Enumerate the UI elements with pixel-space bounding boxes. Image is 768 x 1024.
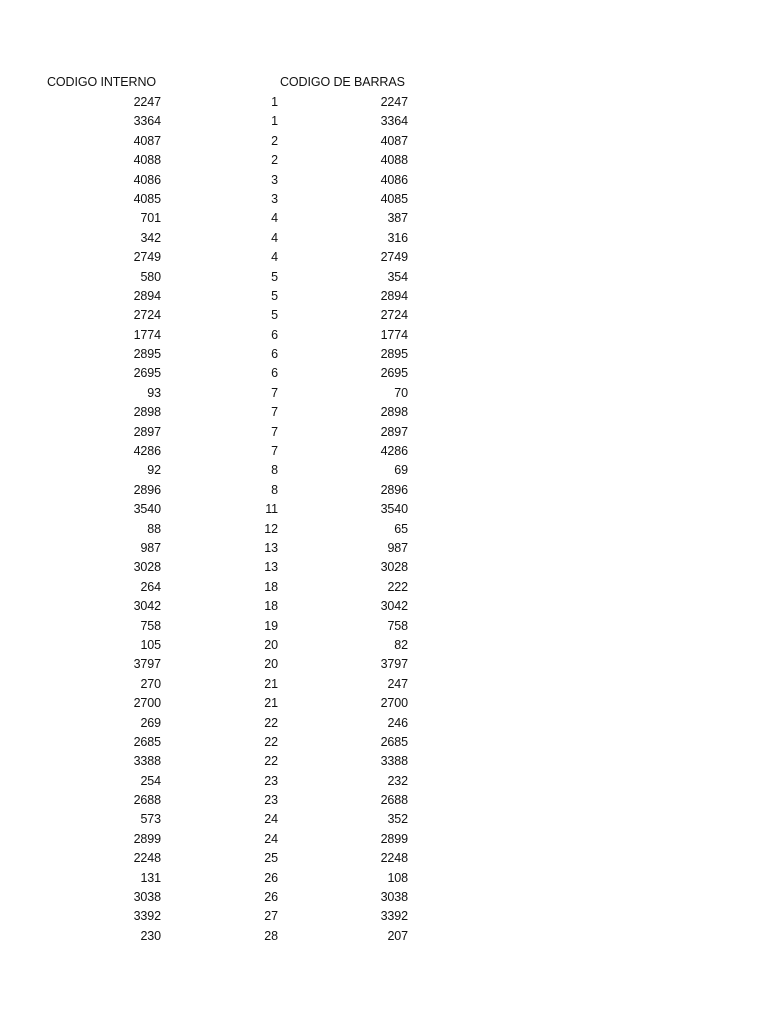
- table-row: [0, 384, 768, 403]
- codigo-interno-cell: 4088: [133, 153, 161, 168]
- codigo-barras-cell: 758: [387, 618, 408, 633]
- codigo-interno-cell: 270: [140, 676, 161, 691]
- codigo-barras-cell: 2895: [380, 347, 408, 362]
- codigo-barras-cell: 2700: [380, 696, 408, 711]
- group-number-cell: 4: [271, 250, 278, 265]
- group-number-cell: 1: [271, 95, 278, 109]
- group-number-cell: 23: [264, 773, 278, 788]
- table-row: [0, 190, 768, 209]
- group-number-cell: 21: [264, 676, 278, 691]
- codigo-interno-cell: 3540: [133, 502, 161, 517]
- table-row: [0, 733, 768, 752]
- codigo-interno-cell: 254: [140, 773, 161, 788]
- group-number-cell: 1: [271, 114, 278, 129]
- group-number-cell: 7: [271, 385, 278, 400]
- group-number-cell: 22: [264, 734, 278, 749]
- codigo-barras-cell: 207: [387, 928, 408, 943]
- codigo-barras-cell: 2894: [380, 288, 408, 303]
- group-number-cell: 8: [271, 482, 278, 497]
- group-number-cell: 27: [264, 909, 278, 924]
- codigo-barras-cell: 69: [394, 463, 408, 478]
- header-codigo-barras: CODIGO DE BARRAS: [280, 75, 405, 89]
- codigo-interno-cell: 2248: [133, 851, 161, 866]
- group-number-cell: 20: [264, 637, 278, 652]
- codigo-barras-cell: 246: [387, 715, 408, 730]
- codigo-barras-cell: 2898: [380, 405, 408, 420]
- codigo-barras-cell: 4286: [380, 444, 408, 459]
- codigo-interno-cell: 342: [140, 230, 161, 245]
- group-number-cell: 13: [264, 540, 278, 555]
- codigo-barras-cell: 4087: [380, 133, 408, 148]
- group-number-cell: 12: [264, 521, 278, 536]
- codigo-interno-cell: 92: [147, 463, 161, 478]
- codigo-interno-cell: 2895: [133, 347, 161, 362]
- codigo-barras-cell: 2248: [380, 851, 408, 866]
- group-number-cell: 4: [271, 211, 278, 226]
- group-number-cell: 8: [271, 463, 278, 478]
- codigo-interno-cell: 2700: [133, 696, 161, 711]
- codigo-interno-cell: 3797: [133, 657, 161, 672]
- codigo-interno-cell: 3028: [133, 560, 161, 575]
- group-number-cell: 20: [264, 657, 278, 672]
- codigo-barras-cell: 4085: [380, 191, 408, 206]
- group-number-cell: 19: [264, 618, 278, 633]
- codigo-interno-cell: 88: [147, 521, 161, 536]
- group-number-cell: 22: [264, 754, 278, 769]
- codigo-interno-cell: 701: [140, 211, 161, 226]
- table-row: [0, 93, 768, 112]
- table-row: [0, 830, 768, 849]
- codigo-interno-cell: 2749: [133, 250, 161, 265]
- group-number-cell: 5: [271, 308, 278, 323]
- group-number-cell: 4: [271, 230, 278, 245]
- table-row: [0, 112, 768, 131]
- table-row: [0, 714, 768, 733]
- table-row: [0, 791, 768, 810]
- table-row: [0, 694, 768, 713]
- table-row: [0, 132, 768, 151]
- table-row: [0, 461, 768, 480]
- table-row: [0, 364, 768, 383]
- codigo-barras-cell: 4086: [380, 172, 408, 187]
- codigo-interno-cell: 4086: [133, 172, 161, 187]
- group-number-cell: 22: [264, 715, 278, 730]
- table-row: [0, 481, 768, 500]
- codigo-barras-cell: 1774: [380, 327, 408, 342]
- codigo-interno-cell: 3364: [133, 114, 161, 129]
- table-row: [0, 849, 768, 868]
- group-number-cell: 24: [264, 831, 278, 846]
- table-row: [0, 151, 768, 170]
- group-number-cell: 6: [271, 366, 278, 381]
- codigo-interno-cell: 573: [140, 812, 161, 827]
- group-number-cell: 2: [271, 133, 278, 148]
- table-row: [0, 306, 768, 325]
- table-row: [0, 578, 768, 597]
- codigo-interno-cell: 2247: [133, 95, 161, 109]
- table-row: [0, 655, 768, 674]
- table-row: [0, 209, 768, 228]
- group-number-cell: 3: [271, 172, 278, 187]
- codigo-barras-cell: 2685: [380, 734, 408, 749]
- codigo-barras-cell: 2695: [380, 366, 408, 381]
- codigo-barras-cell: 2896: [380, 482, 408, 497]
- table-row: [0, 539, 768, 558]
- codigo-barras-cell: 316: [387, 230, 408, 245]
- table-row: [0, 888, 768, 907]
- table-row: [0, 810, 768, 829]
- group-number-cell: 7: [271, 444, 278, 459]
- table-row: [0, 229, 768, 248]
- codigo-interno-cell: 4286: [133, 444, 161, 459]
- group-number-cell: 11: [265, 502, 278, 517]
- codigo-interno-cell: 2695: [133, 366, 161, 381]
- codigo-barras-cell: 3028: [380, 560, 408, 575]
- group-number-cell: 26: [264, 870, 278, 885]
- group-number-cell: 18: [264, 579, 278, 594]
- codigo-interno-cell: 4087: [133, 133, 161, 148]
- codigo-interno-cell: 3392: [133, 909, 161, 924]
- codigo-barras-cell: 82: [394, 637, 408, 652]
- table-row: [0, 675, 768, 694]
- table-row: [0, 869, 768, 888]
- group-number-cell: 5: [271, 269, 278, 284]
- table-row: [0, 558, 768, 577]
- table-row: [0, 636, 768, 655]
- header-codigo-interno: CODIGO INTERNO: [47, 75, 157, 89]
- codigo-barras-cell: 3797: [380, 657, 408, 672]
- table-row: [0, 500, 768, 519]
- codigo-interno-cell: 987: [140, 540, 161, 555]
- group-number-cell: 26: [264, 890, 278, 905]
- codigo-interno-cell: 2897: [133, 424, 161, 439]
- codigo-interno-cell: 93: [147, 385, 161, 400]
- codigo-interno-cell: 105: [140, 637, 161, 652]
- table-row: [0, 423, 768, 442]
- codigo-interno-cell: 4085: [133, 191, 161, 206]
- codigo-barras-cell: 352: [387, 812, 408, 827]
- group-number-cell: 7: [271, 424, 278, 439]
- group-number-cell: 6: [271, 327, 278, 342]
- table-row: [0, 617, 768, 636]
- codigo-barras-cell: 4088: [380, 153, 408, 168]
- codigo-interno-cell: 2898: [133, 405, 161, 420]
- group-number-cell: 23: [264, 793, 278, 808]
- codigo-barras-cell: 2688: [380, 793, 408, 808]
- table-row: [0, 752, 768, 771]
- codigo-barras-cell: 2897: [380, 424, 408, 439]
- codigo-interno-cell: 2894: [133, 288, 161, 303]
- codigo-barras-cell: 70: [394, 385, 408, 400]
- table-row: [0, 927, 768, 946]
- group-number-cell: 21: [264, 696, 278, 711]
- table-row: [0, 345, 768, 364]
- group-number-cell: 13: [264, 560, 278, 575]
- codigo-barras-cell: 3364: [380, 114, 408, 129]
- group-number-cell: 6: [271, 347, 278, 362]
- group-number-cell: 3: [271, 191, 278, 206]
- codigo-interno-cell: 758: [140, 618, 161, 633]
- group-number-cell: 25: [264, 851, 278, 866]
- codigo-barras-cell: 108: [387, 870, 408, 885]
- table-row: [0, 907, 768, 926]
- codigo-interno-cell: 230: [140, 928, 161, 943]
- table-row: [0, 772, 768, 791]
- codigo-interno-cell: 580: [140, 269, 161, 284]
- codigo-barras-cell: 2724: [380, 308, 408, 323]
- group-number-cell: 28: [264, 928, 278, 943]
- table-row: [0, 287, 768, 306]
- codigo-interno-cell: 269: [140, 715, 161, 730]
- codigo-barras-cell: 387: [387, 211, 408, 226]
- codigo-interno-cell: 3038: [133, 890, 161, 905]
- codigo-barras-cell: 222: [387, 579, 408, 594]
- codigo-barras-cell: 3042: [380, 599, 408, 614]
- codigo-interno-cell: 2724: [133, 308, 161, 323]
- group-number-cell: 2: [271, 153, 278, 168]
- codigo-interno-cell: 131: [140, 870, 161, 885]
- codigo-barras-cell: 3038: [380, 890, 408, 905]
- table-row: [0, 597, 768, 616]
- codigo-barras-cell: 2899: [380, 831, 408, 846]
- group-number-cell: 18: [264, 599, 278, 614]
- codigo-barras-cell: 3540: [380, 502, 408, 517]
- codigo-barras-cell: 354: [387, 269, 408, 284]
- table-row: [0, 442, 768, 461]
- codigo-interno-cell: 3388: [133, 754, 161, 769]
- table-row: [0, 520, 768, 539]
- table-row: [0, 403, 768, 422]
- codigo-barras-cell: 3388: [380, 754, 408, 769]
- codigo-barras-cell: 232: [387, 773, 408, 788]
- group-number-cell: 7: [271, 405, 278, 420]
- group-number-cell: 5: [271, 288, 278, 303]
- codigo-interno-cell: 2685: [133, 734, 161, 749]
- data-table: [0, 93, 768, 946]
- codigo-barras-cell: 247: [387, 676, 408, 691]
- codigo-barras-cell: 2247: [380, 95, 408, 109]
- codigo-interno-cell: 1774: [133, 327, 161, 342]
- codigo-barras-cell: 2749: [380, 250, 408, 265]
- codigo-barras-cell: 3392: [380, 909, 408, 924]
- group-number-cell: 24: [264, 812, 278, 827]
- table-row: [0, 268, 768, 287]
- table-row: [0, 326, 768, 345]
- codigo-interno-cell: 2899: [133, 831, 161, 846]
- codigo-interno-cell: 2688: [133, 793, 161, 808]
- codigo-barras-cell: 987: [387, 540, 408, 555]
- codigo-interno-cell: 264: [140, 579, 161, 594]
- table-row: [0, 248, 768, 267]
- codigo-interno-cell: 3042: [133, 599, 161, 614]
- table-row: [0, 171, 768, 190]
- codigo-barras-cell: 65: [394, 521, 408, 536]
- codigo-interno-cell: 2896: [133, 482, 161, 497]
